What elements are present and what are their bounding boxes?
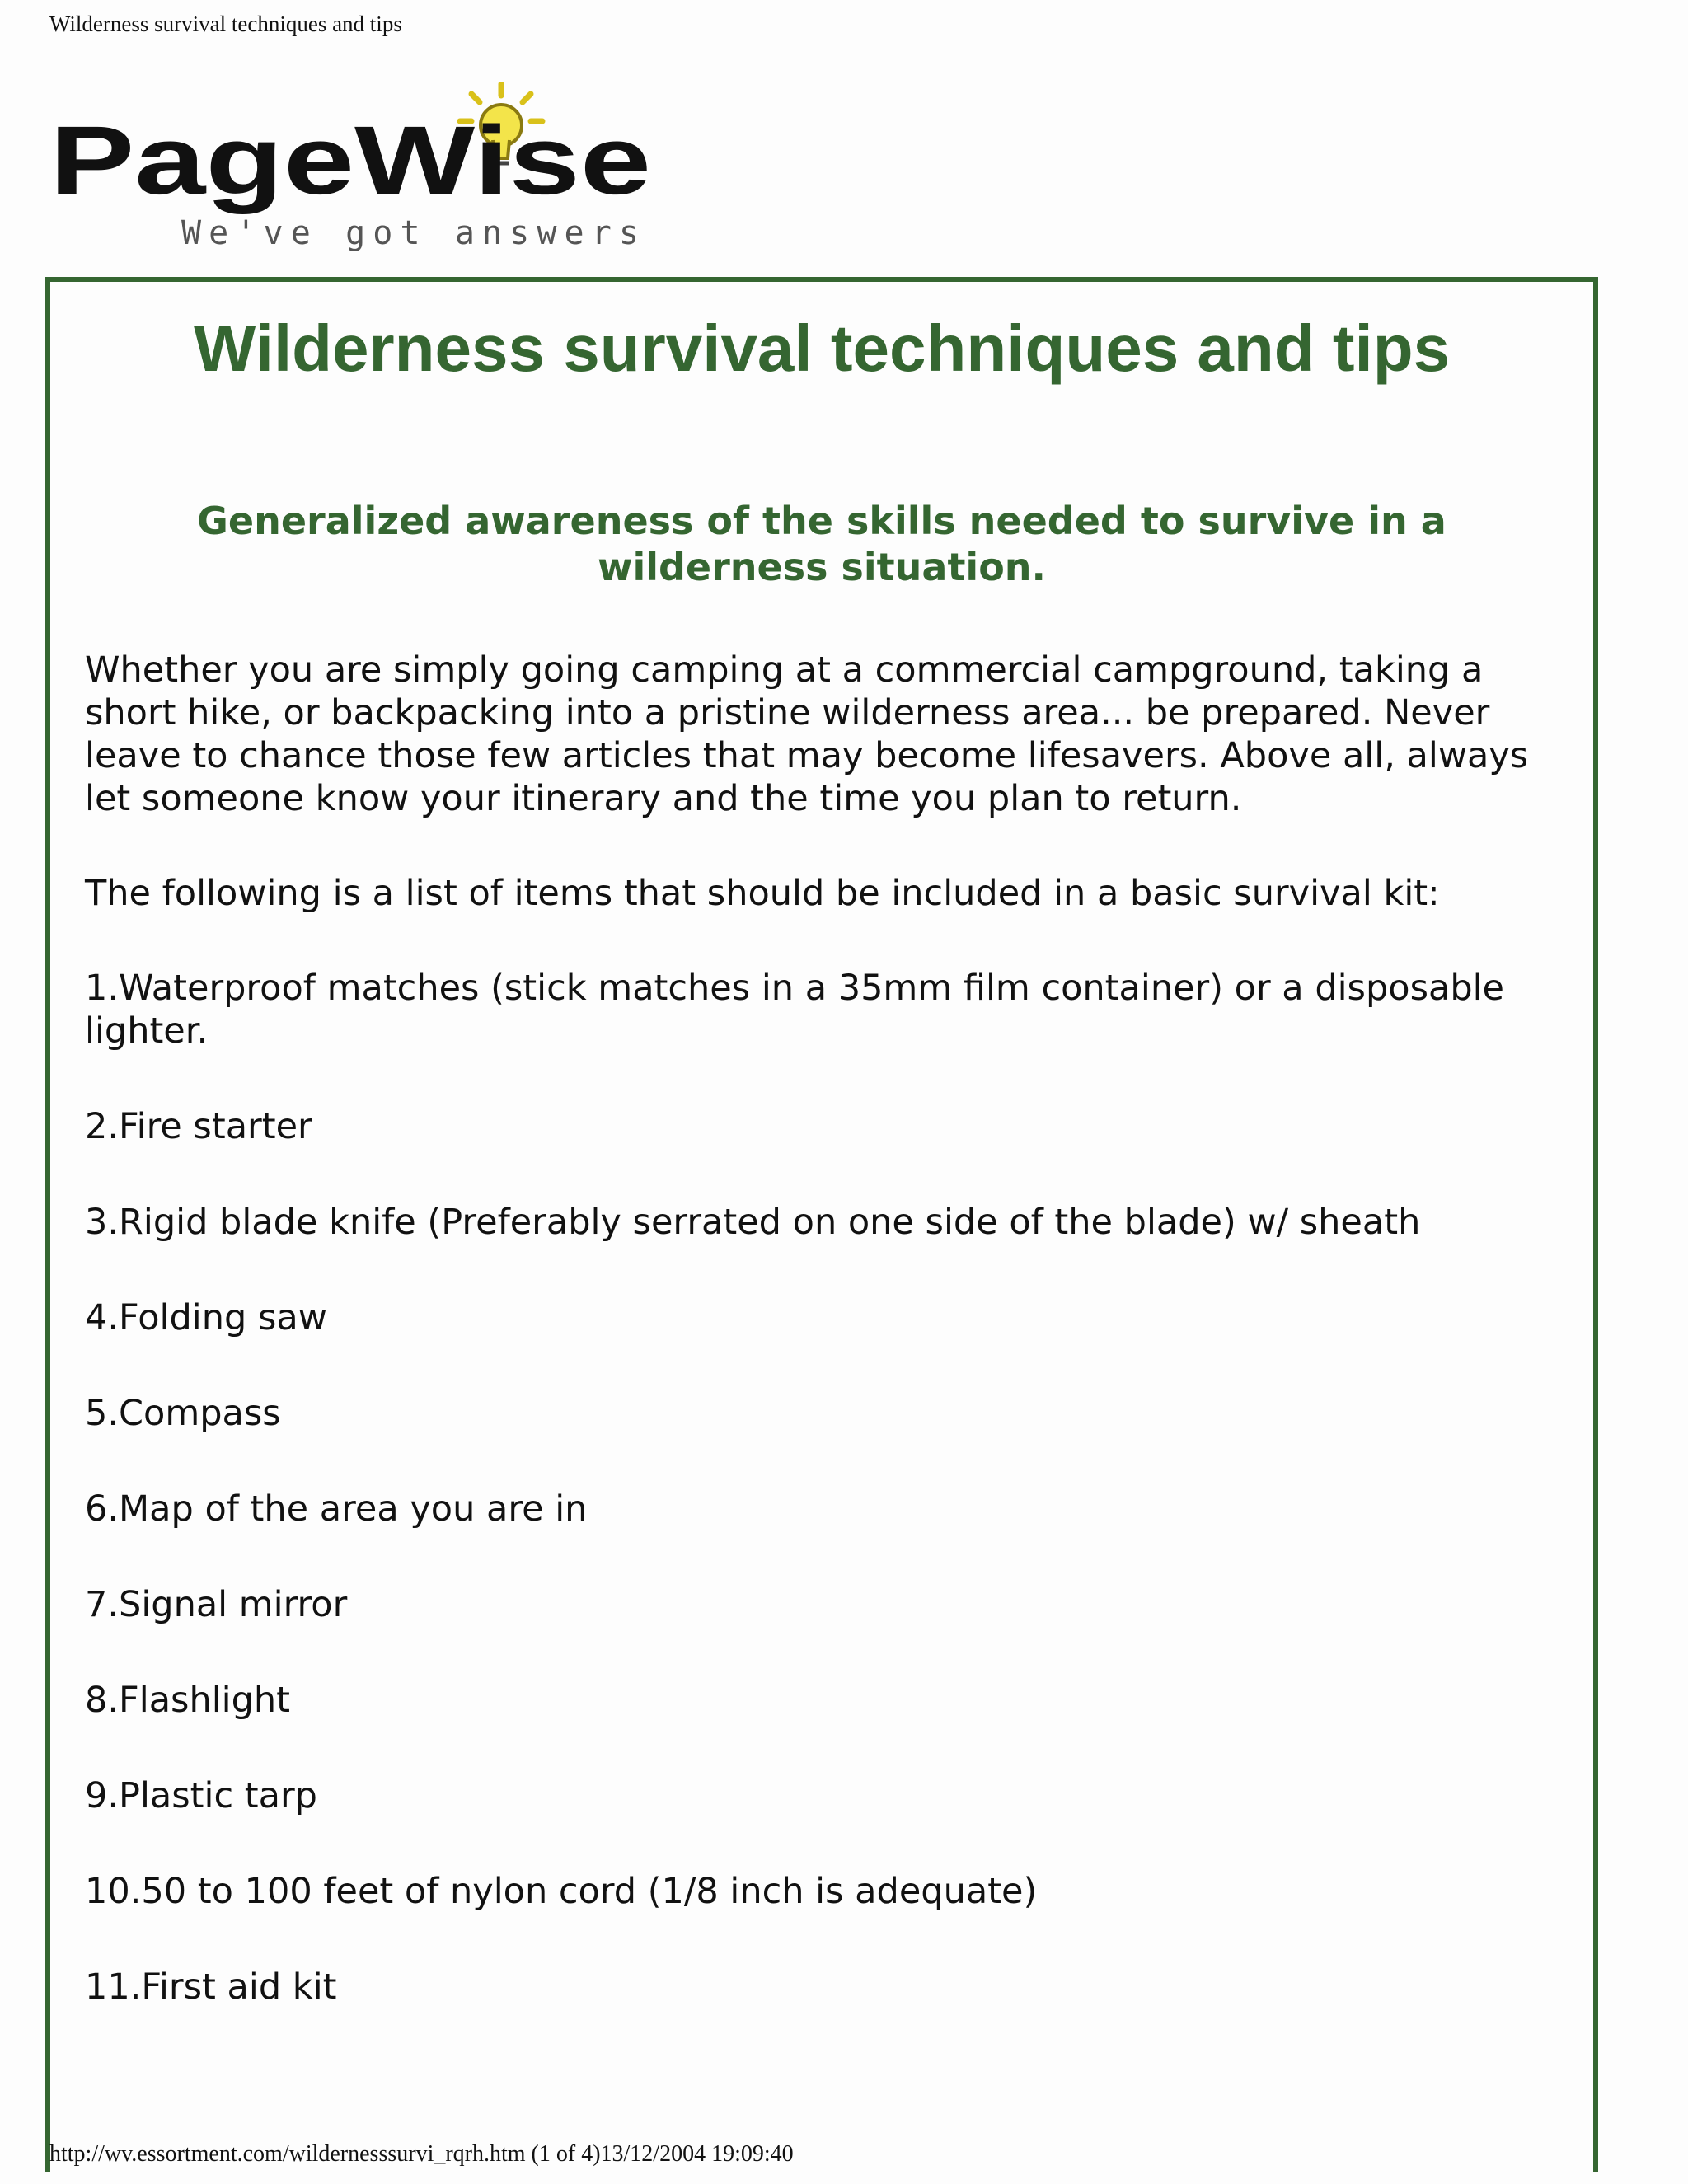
article-body: [85, 649, 1544, 2061]
list-item: 3.Rigid blade knife (Preferably serrated on one side of the blade) w/ sheath: [85, 1202, 1421, 1243]
pagewise-logo-image: [49, 82, 659, 260]
pagewise-logo[interactable]: [49, 82, 659, 260]
list-item: 2.Fire starter: [85, 1106, 312, 1147]
logo-wordmark: PageWise: [49, 106, 651, 215]
list-item: 10.50 to 100 feet of nylon cord (1/8 inch is adequate): [85, 1871, 1038, 1912]
article-subtitle: Generalized awareness of the skills needed to survive in a wilderness situation.: [197, 499, 1447, 589]
list-item: 1.Waterproof matches (stick matches in a 35mm film container) or a disposable lighter.: [85, 968, 1505, 1052]
print-footer-url: http://wv.essortment.com/wildernesssurvi_rqrh.htm (1 of 4)13/12/2004 19:09:40: [49, 2141, 794, 2167]
logo-tagline: We've got answers: [181, 214, 639, 252]
list-item: 4.Folding saw: [85, 1297, 327, 1338]
list-item: 7.Signal mirror: [85, 1584, 348, 1625]
list-item: 6.Map of the area you are in: [85, 1488, 588, 1530]
list-item: 9.Plastic tarp: [85, 1775, 317, 1816]
print-header-title: Wilderness survival techniques and tips: [49, 12, 402, 36]
article-container: [45, 277, 1598, 2172]
list-intro-paragraph: The following is a list of items that should be included in a basic survival kit:: [85, 873, 1440, 914]
list-item: 8.Flashlight: [85, 1680, 291, 1721]
list-item: 5.Compass: [85, 1393, 281, 1434]
list-item: 11.First aid kit: [85, 1966, 337, 2008]
intro-paragraph: Whether you are simply going camping at a commercial campground, taking a short hike, or backpacking into a pristine wilderness area... be prepared. Never leave to chance those few articles that may become lifesavers. Above all, always let someone know your itinerary and the time you plan to return.: [85, 649, 1529, 819]
page-title: Wilderness survival techniques and tips: [193, 312, 1451, 385]
